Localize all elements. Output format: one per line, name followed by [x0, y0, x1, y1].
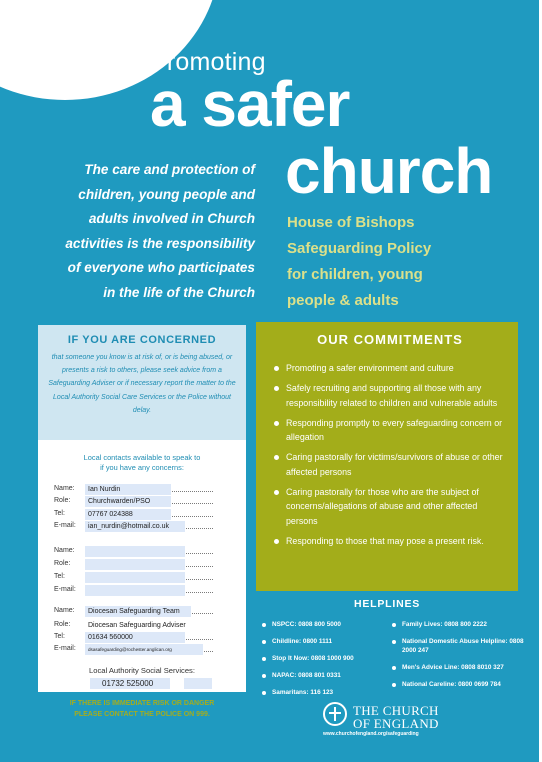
- bullet-icon: [262, 657, 266, 661]
- contact3-name-field[interactable]: Diocesan Safeguarding Team: [85, 606, 191, 617]
- helpline-text: Family Lives: 0808 800 2222: [402, 621, 487, 628]
- helpline-item: [262, 621, 380, 630]
- contact2-email-field[interactable]: [85, 585, 185, 596]
- commitment-text: Caring pastorally for victims/survivors of abuse or other affected persons: [286, 452, 503, 477]
- danger-line: IF THERE IS IMMEDIATE RISK OR DANGER: [69, 700, 215, 707]
- bullet-icon: [392, 666, 396, 670]
- contact2-role-row: [54, 558, 85, 570]
- local-authority-title: Local Authority Social Services:: [89, 666, 195, 675]
- helpline-text: Childline: 0800 1111: [272, 638, 333, 645]
- contact1-email-row: [54, 520, 170, 532]
- danger-notice: [38, 698, 246, 720]
- intro-line: in the life of the Church: [103, 284, 255, 300]
- commitments-panel: [256, 322, 518, 591]
- email-label: E-mail:: [54, 522, 76, 529]
- local-authority-phone[interactable]: 01732 525000: [90, 678, 170, 689]
- title-a-safer: a safer: [150, 68, 350, 140]
- helpline-text: NSPCC: 0808 800 5000: [272, 621, 341, 628]
- name-label: Name:: [54, 485, 75, 492]
- contact1-name-field[interactable]: Ian Nurdin: [85, 484, 171, 495]
- intro-line: of everyone who participates: [67, 260, 255, 275]
- danger-line: PLEASE CONTACT THE POLICE ON 999.: [74, 711, 210, 718]
- tel-label: Tel:: [54, 573, 65, 580]
- helpline-text: Men's Advice Line: 0808 8010 327: [402, 663, 504, 671]
- intro-line: activities is the responsibility: [65, 235, 255, 251]
- commitment-text: Responding promptly to every safeguarding concern or allegation: [286, 417, 503, 443]
- contact1-role-row: [54, 495, 151, 507]
- bullet-icon: [274, 386, 279, 391]
- contacts-title-line: if you have any concerns:: [100, 463, 184, 472]
- contact1-email-field[interactable]: ian_nurdin@hotmail.co.uk: [85, 521, 185, 532]
- bullet-icon: [274, 366, 279, 371]
- contacts-title: [38, 453, 246, 473]
- helpline-item: [392, 621, 527, 630]
- policy-line: Safeguarding Policy: [287, 240, 432, 257]
- commitment-text: Caring pastorally for those who are the subject of concerns/allegations of abuse and other affected persons: [286, 487, 479, 526]
- intro-line: The care and protection of: [84, 162, 255, 177]
- bullet-icon: [262, 691, 266, 695]
- contact2-name-field[interactable]: [85, 546, 185, 557]
- commitment-item: [274, 361, 506, 375]
- policy-line: people & adults: [287, 292, 399, 309]
- concern-title: IF YOU ARE CONCERNED: [67, 334, 217, 346]
- commitment-item: [274, 416, 506, 445]
- contact1-role-field[interactable]: Churchwarden/PSO: [85, 496, 171, 507]
- helpline-text: National Careline: 0800 0699 784: [402, 680, 501, 688]
- contact3-email-field[interactable]: dsasafeguarding@rochester.anglican.org: [85, 644, 203, 655]
- helpline-item: [262, 672, 380, 681]
- concern-text: that someone you know is at risk of, or is being abused, or presents a risk to others, please seek advice from a Safeguarding Adviser or if necessary report the matter to the Local Authority Social Care Services or the Police without delay.: [48, 354, 236, 414]
- bullet-icon: [262, 623, 266, 627]
- name-label: Name:: [54, 547, 75, 554]
- contact2-role-field[interactable]: [85, 559, 185, 570]
- helpline-item: [262, 689, 380, 698]
- helplines-title: HELPLINES: [353, 598, 421, 610]
- role-label: Role:: [54, 560, 71, 567]
- contact1-tel-row: [54, 508, 133, 520]
- bullet-icon: [274, 455, 279, 460]
- cross-horizontal: [329, 712, 341, 714]
- church-of-england-logo: [323, 702, 483, 734]
- contact2-tel-field[interactable]: [85, 572, 185, 583]
- cross-vertical: [334, 707, 336, 721]
- intro-statement: [30, 158, 255, 305]
- helpline-item: [262, 638, 380, 647]
- policy-line: House of Bishops: [287, 214, 415, 231]
- local-authority-extra-field[interactable]: [184, 678, 212, 689]
- concern-header: [38, 325, 246, 440]
- policy-line: for children, young: [287, 266, 423, 283]
- contact3-role-row: [54, 619, 186, 631]
- contact3-name-row: [54, 605, 180, 617]
- bullet-icon: [274, 539, 279, 544]
- cross-icon: [323, 702, 347, 726]
- brand-line: OF ENGLAND: [353, 716, 439, 731]
- contact3-tel-field[interactable]: 01634 560000: [85, 632, 185, 643]
- intro-line: adults involved in Church: [88, 211, 255, 226]
- bullet-icon: [262, 674, 266, 678]
- contact3-tel-row: [54, 631, 133, 643]
- contacts-title-line: Local contacts available to speak to: [83, 453, 201, 462]
- title-promoting: Promoting: [150, 48, 266, 76]
- helpline-item: [262, 655, 380, 664]
- intro-line: children, young people and: [78, 186, 255, 202]
- policy-subtitle: [287, 210, 517, 314]
- helpline-item: [392, 664, 527, 673]
- role-label: Role:: [54, 621, 71, 628]
- role-label: Role:: [54, 497, 71, 504]
- bullet-icon: [392, 623, 396, 627]
- helpline-item: [392, 638, 527, 655]
- title-church: church: [285, 135, 493, 207]
- commitment-item: [274, 534, 506, 548]
- name-label: Name:: [54, 607, 75, 614]
- contact2-name-row: [54, 545, 85, 557]
- helpline-text: Stop It Now: 0808 1000 900: [272, 655, 354, 662]
- bullet-icon: [262, 640, 266, 644]
- concern-panel: [38, 325, 246, 692]
- helpline-item: [392, 681, 527, 690]
- contact2-tel-row: [54, 571, 85, 583]
- contact2-email-row: [54, 584, 85, 596]
- contact3-email-row: [54, 643, 172, 655]
- brand-line: THE CHURCH: [353, 703, 439, 718]
- bullet-icon: [274, 490, 279, 495]
- tel-label: Tel:: [54, 510, 65, 517]
- helpline-text: Samaritans: 116 123: [272, 689, 334, 696]
- helplines-left-column: [262, 621, 380, 706]
- commitment-item: [274, 450, 506, 479]
- email-label: E-mail:: [54, 586, 76, 593]
- contact3-role-field[interactable]: Diocesan Safeguarding Adviser: [88, 622, 186, 629]
- email-label: E-mail:: [54, 645, 76, 652]
- bullet-icon: [392, 640, 396, 644]
- commitment-text: Responding to those that may pose a present risk.: [286, 535, 484, 546]
- commitment-text: Promoting a safer environment and culture: [286, 363, 454, 373]
- commitment-item: [274, 485, 506, 528]
- commitments-title: OUR COMMITMENTS: [317, 332, 463, 347]
- tel-label: Tel:: [54, 633, 65, 640]
- commitments-list: [274, 361, 506, 548]
- brand-url[interactable]: www.churchofengland.org/safeguarding: [323, 731, 419, 737]
- helpline-text: NAPAC: 0808 801 0331: [272, 672, 341, 679]
- commitment-item: [274, 381, 506, 410]
- commitment-text: Safely recruiting and supporting all those with any responsibility related to children and vulnerable adults: [286, 383, 498, 408]
- contact1-tel-field[interactable]: 07767 024388: [85, 509, 171, 520]
- bullet-icon: [274, 421, 279, 426]
- helpline-text: National Domestic Abuse Helpline: 0808 2000 247: [402, 638, 524, 654]
- contact1-name-row: [54, 483, 121, 495]
- helplines-right-column: [392, 621, 527, 698]
- bullet-icon: [392, 683, 396, 687]
